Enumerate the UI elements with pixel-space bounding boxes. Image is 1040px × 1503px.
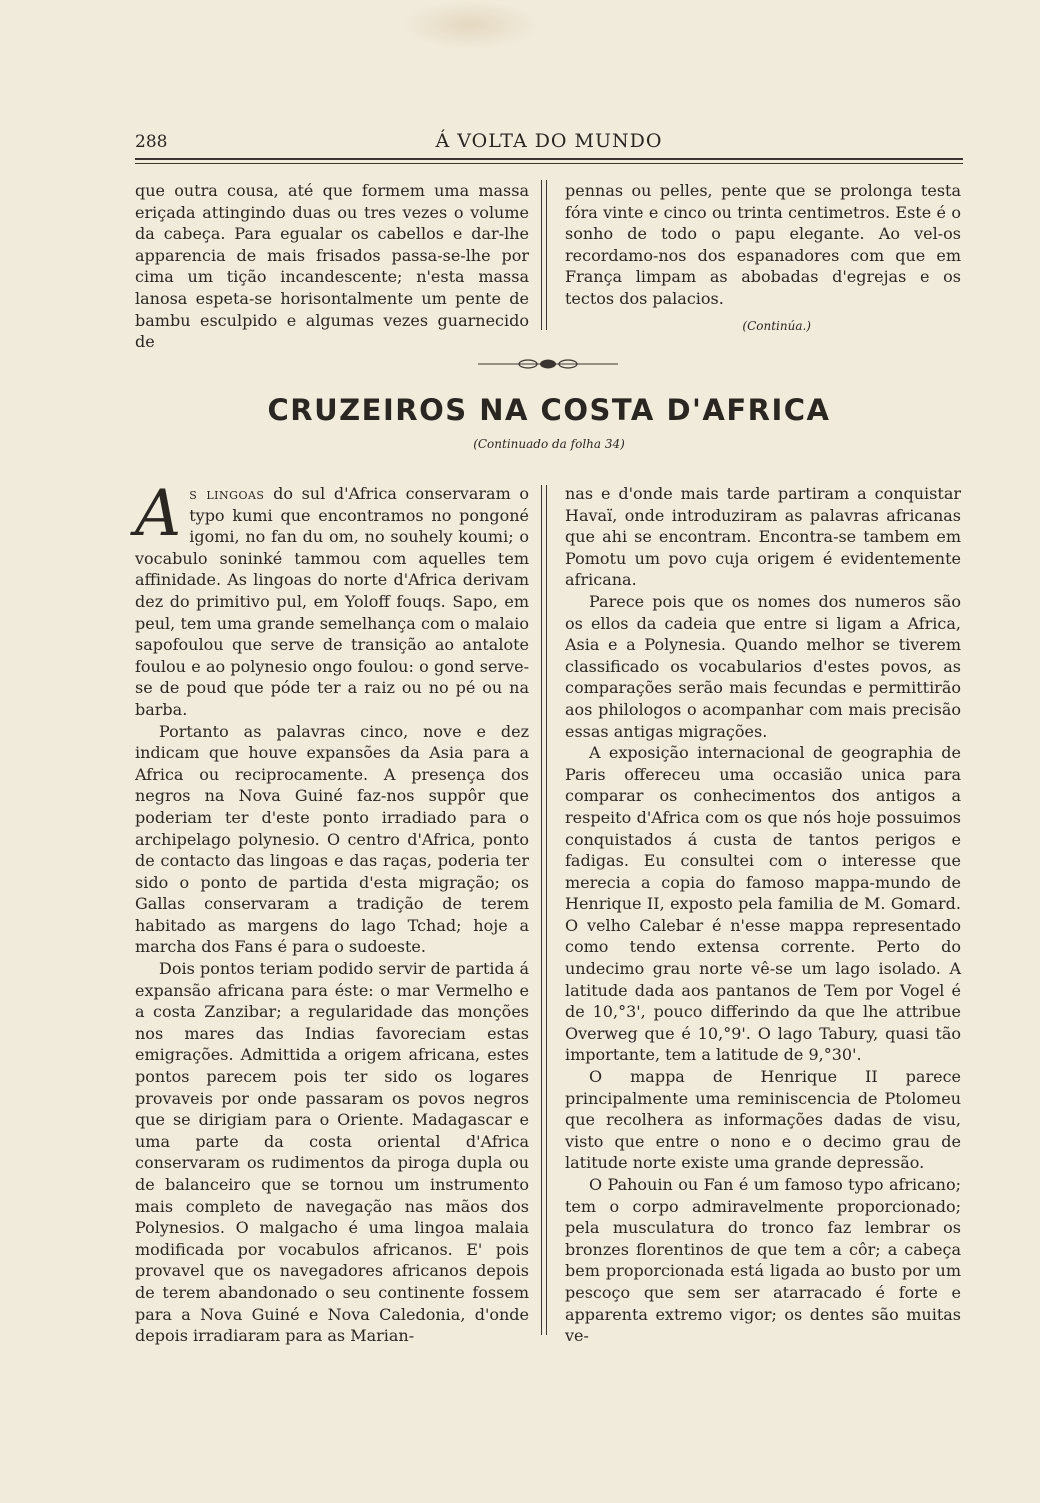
right-paragraph-3: A exposição internacional de geographia de Paris offereceu uma occasião unica para comparar os conhecimentos dos antigos a respeito d'Africa com os que nós hoje possuimos conquistados á custa de tantos perigos e fadigas. Eu consultei com o interesse que merecia a copia do famoso mappa-mundo de Henrique II, exposto pela familia de M. Gomard. O velho Calebar é n'esse mappa representado como tendo extensa corrente. Perto do undecimo grau norte vê-se um lago isolado. A latitude dada aos pantanos de Tem por Vogel é de 10,°3', pouco differindo da que lhe attribue Overweg que é 10,°9'. O lago Tabury, quasi tão importante, tem a latitude de 9,°30'. bbox=[565, 743, 961, 1065]
right-paragraph-1: nas e d'onde mais tarde partiram a conquistar Havaï, onde introduziram as palavras africanas que ahi se encontram. Encontra-se tambem em Pomotu um povo cuja origem é evidentemente africana. bbox=[565, 484, 961, 590]
column-divider-article-a bbox=[541, 485, 542, 1335]
header-rule-thick bbox=[135, 158, 963, 160]
column-divider-top-b bbox=[546, 180, 547, 330]
left-paragraph-2: Portanto as palavras cinco, nove e dez indicam que houve expansões da Asia para a Africa ou reciprocamente. A presença dos negros na Nova Guiné faz-nos suppôr que poderiam ter d'este ponto irradiado para o archipelago polynesio. O centro d'Africa, ponto de contacto das lingoas e das raças, poderia ter sido o ponto de partida d'esta migração; os Gallas conservaram a tradição de terem habitado as margens do lago Tchad; hoje a marcha dos Fans é para o sudoeste. bbox=[135, 721, 529, 957]
top-left-column bbox=[135, 180, 529, 353]
lead-smallcaps: s lingoas bbox=[189, 484, 265, 503]
paper-stain bbox=[400, 0, 540, 50]
ornamental-separator bbox=[478, 357, 618, 371]
page-header bbox=[135, 130, 963, 156]
right-paragraph-5: O Pahouin ou Fan é um famoso typo africano; tem o corpo admiravelmente proporcionado; pela musculatura do tronco faz lembrar os bronzes florentinos de que tem a côr; a cabeça bem proporcionada está ligada ao busto por um pescoço que sem ser atarracado é forte e apparenta extremo vigor; os dentes são muitas ve- bbox=[565, 1175, 961, 1346]
left-paragraph-1-text: do sul d'Africa conservaram o typo kumi que encontramos no pongoné igomi, no fan du om, no souhely koumi; o vocabulo soninké tammou com aquelles tem affinidade. As lingoas do norte d'Africa derivam dez do primitivo pul, em Yoloff fouqs. Sapo, em peul, tem uma grande semelhança com o malaio sapofoulou que serve de transição ao antalote foulou e ao polynesio ongo foulou: o gond serve-se de poud que póde ter a raiz ou no pé ou na barba. bbox=[135, 484, 529, 719]
running-title: Á VOLTA DO MUNDO bbox=[435, 130, 663, 152]
column-divider-article-b bbox=[546, 485, 547, 1335]
article-right-column bbox=[565, 483, 961, 1347]
page-number: 288 bbox=[135, 132, 168, 152]
top-right-text: pennas ou pelles, pente que se prolonga testa fóra vinte e cinco ou trinta centimetros. Este é o sonho de todo o papu elegante. Ao vel-os recordamo-nos dos espanadores com que em França limpam as abobadas d'egrejas e os tectos dos palacios. bbox=[565, 181, 961, 308]
right-paragraph-4: O mappa de Henrique II parece principalmente uma reminiscencia de Ptolomeu que recolhera as informações dadas de visu, visto que entre o nono e o decimo grau de latitude norte existe uma grande depressão. bbox=[565, 1067, 961, 1173]
left-paragraph-3: Dois pontos teriam podido servir de partida á expansão africana para éste: o mar Vermelho e a costa Zanzibar; a regularidade das monções nos mares das Indias favoreciam estas emigrações. Admittida a origem africana, estes pontos parecem pois ter sido os logares provaveis por onde passaram os povos negros que se dirigiam para o Oriente. Madagascar e uma parte da costa oriental d'Africa conservaram os rudimentos da piroga dupla ou de balanceiro que se tornou um instrumento mais completo de navegação nas mãos dos Polynesios. O malgacho é uma lingoa malaia modificada por vocabulos africanos. E' pois provavel que os navegadores africanos depois de terem abandonado o seu continente fossem para a Nova Guiné e Nova Caledonia, d'onde depois irradiaram para as Marian- bbox=[135, 959, 529, 1346]
column-divider-top-a bbox=[541, 180, 542, 330]
article-title: CRUZEIROS NA COSTA D'AFRICA bbox=[267, 393, 831, 427]
top-right-column bbox=[565, 180, 961, 337]
top-left-text: que outra cousa, até que formem uma massa eriçada attingindo duas ou tres vezes o volume da cabeça. Para egualar os cabellos e dar-lhe apparencia de mais frisados passa-se-lhe por cima um tição incandescente; n'esta massa lanosa espeta-se horisontalmente um pente de bambu esculpido e algumas vezes guarnecido de bbox=[135, 181, 529, 352]
right-paragraph-2: Parece pois que os nomes dos numeros são os ellos da cadeia que entre si ligam a Africa, Asia e a Polynesia. Quando melhor se tiverem classificado os vocabularios d'estes povos, as comparações serão mais fecundas e permittirão aos philologos o acompanhar com mais precisão essas antigas migrações. bbox=[565, 591, 961, 741]
article-left-column bbox=[135, 477, 529, 1347]
header-rule-thin bbox=[135, 163, 963, 164]
dropcap-letter: A bbox=[135, 477, 182, 551]
continua-note: (Continúa.) bbox=[742, 318, 811, 333]
article-subtitle: (Continuado da folha 34) bbox=[473, 437, 625, 451]
left-paragraph-1 bbox=[135, 477, 529, 721]
